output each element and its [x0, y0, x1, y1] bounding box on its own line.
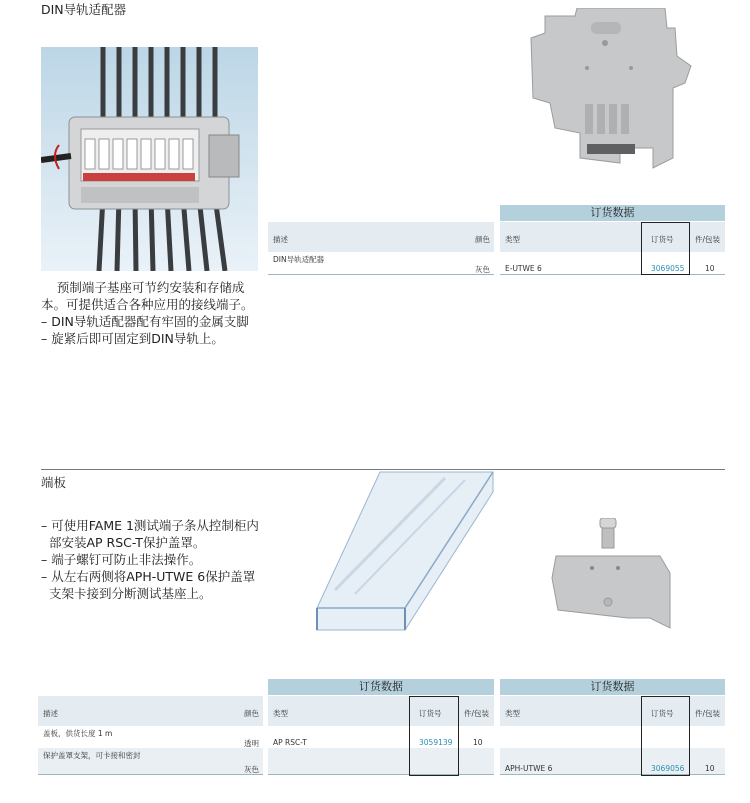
- cover-holder-image: [548, 518, 673, 630]
- table-header-row: [268, 222, 494, 252]
- desc-line: – 旋紧后即可固定到DIN导轨上。: [41, 331, 224, 346]
- desc-line: – 可使用FAME 1测试端子条从控制柜内: [41, 518, 259, 533]
- row-order-no-link[interactable]: 3059139: [419, 738, 453, 747]
- order-number-column-frame: [641, 222, 690, 275]
- section-title-din-adapter: DIN导轨适配器: [41, 2, 127, 17]
- section1-order-table: [500, 205, 725, 275]
- table-row: [38, 748, 263, 774]
- order-number-column-frame: [409, 696, 459, 776]
- row-type: AP RSC-T: [273, 738, 307, 747]
- order-data-header: 订货数据: [500, 679, 725, 695]
- order-data-header: 订货数据: [500, 205, 725, 221]
- transparent-cover-image: [305, 470, 495, 635]
- desc-line: 本。可提供适合各种应用的接线端子。: [41, 297, 254, 312]
- table-row: [268, 726, 494, 748]
- row-description: DIN导轨适配器: [273, 255, 325, 264]
- row-order-no-link[interactable]: 3069056: [651, 764, 685, 773]
- table-row: [268, 252, 494, 274]
- row-pack: 10: [705, 764, 715, 773]
- row-description: 盖板，供货长度 1 m: [43, 729, 113, 738]
- header-pack: 件/包装: [694, 235, 720, 244]
- section2-description: [41, 517, 269, 602]
- din-adapter-photo: [41, 47, 258, 271]
- desc-line: – 从左右两侧将APH-UTWE 6保护盖罩: [41, 569, 256, 584]
- row-color: 透明: [244, 739, 259, 748]
- header-type: 类型: [505, 709, 520, 718]
- order-data-header: 订货数据: [268, 679, 494, 695]
- section1-description-table: [268, 222, 494, 275]
- section-title-end-plate: 端板: [41, 475, 67, 490]
- desc-line: 支架卡接到分断测试基座上。: [41, 586, 212, 601]
- section1-description: [41, 279, 261, 347]
- section2-order-table-b: [500, 679, 725, 775]
- desc-line: – 端子螺钉可防止非法操作。: [41, 552, 202, 567]
- table-header-row: [38, 696, 263, 726]
- header-pack: 件/包装: [463, 709, 489, 718]
- header-order-no: 订货号: [419, 709, 442, 718]
- row-color: 灰色: [475, 265, 490, 274]
- section2-order-table-a: [268, 679, 494, 775]
- table-separator: [500, 774, 725, 775]
- table-separator: [268, 774, 494, 775]
- table-header-row: [268, 696, 494, 726]
- header-color: 颜色: [475, 235, 490, 244]
- desc-line: – DIN导轨适配器配有牢固的金属支脚: [41, 314, 249, 329]
- header-order-no: 订货号: [651, 709, 674, 718]
- table-row: [38, 726, 263, 748]
- header-type: 类型: [273, 709, 288, 718]
- row-pack: 10: [705, 264, 715, 273]
- section2-description-table: [38, 696, 263, 775]
- header-pack: 件/包装: [694, 709, 720, 718]
- table-row: [268, 748, 494, 774]
- table-header-row: [500, 696, 725, 726]
- table-row: [500, 748, 725, 774]
- table-header-row: [500, 222, 725, 252]
- row-type: E-UTWE 6: [505, 264, 542, 273]
- row-description: 保护盖罩支架，可卡接和密封: [43, 751, 141, 760]
- header-description: 描述: [43, 709, 58, 718]
- table-separator: [500, 274, 725, 275]
- header-color: 颜色: [244, 709, 259, 718]
- table-row: [500, 726, 725, 748]
- header-description: 描述: [273, 235, 288, 244]
- order-number-column-frame: [641, 696, 690, 776]
- header-order-no: 订货号: [651, 235, 674, 244]
- terminal-adapter-image: [525, 8, 695, 173]
- table-separator: [38, 774, 263, 775]
- row-pack: 10: [473, 738, 483, 747]
- header-type: 类型: [505, 235, 520, 244]
- desc-line: 预制端子基座可节约安装和存储成: [41, 280, 245, 295]
- table-separator: [268, 274, 494, 275]
- row-order-no-link[interactable]: 3069055: [651, 264, 685, 273]
- table-row: [500, 252, 725, 274]
- row-type: APH-UTWE 6: [505, 764, 553, 773]
- desc-line: 部安装AP RSC-T保护盖罩。: [41, 535, 206, 550]
- row-color: 灰色: [244, 765, 259, 774]
